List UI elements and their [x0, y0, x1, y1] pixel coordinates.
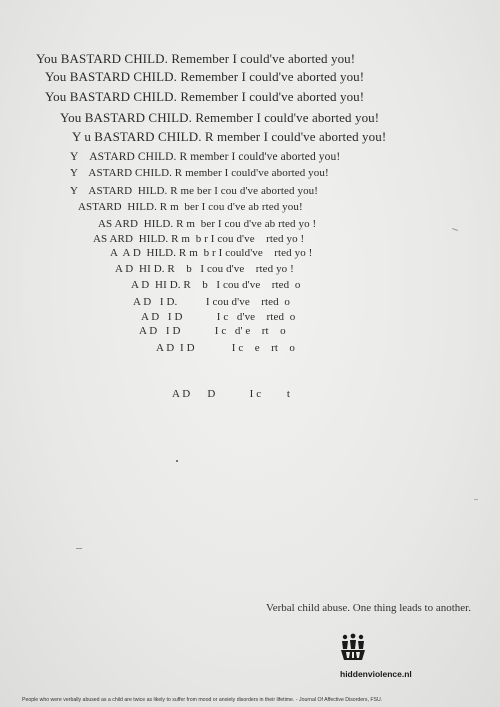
poem-line-11: AS ARD HILD. R m b r I cou d've rted yo !	[93, 233, 305, 245]
poem-line-5: Y u BASTARD CHILD. R member I could've aborted you!	[72, 129, 387, 144]
tagline: Verbal child abuse. One thing leads to another.	[266, 602, 471, 614]
poem-line-3: You BASTARD CHILD. Remember I could've aborted you!	[45, 89, 365, 104]
footer-note: People who were verbally abused as a child are twice as likely to suffer from mood or anxiety disorders in their lifetime. - Journal Of Affective Disorders, FSU.	[22, 697, 383, 703]
poem-line-14: A D HI D. R b I cou d've rted o	[131, 279, 301, 291]
poem-line-8: Y ASTARD HILD. R me ber I cou d've aborted you!	[70, 185, 319, 197]
brand-name: hiddenviolence.nl	[340, 669, 412, 679]
poem-line-15: A D I D. I cou d've rted o	[133, 296, 290, 308]
poem-line-4: You BASTARD CHILD. Remember I could've aborted you!	[60, 110, 380, 125]
poem-line-7: Y ASTARD CHILD. R member I could've aborted you!	[70, 167, 329, 179]
paper-speck	[76, 548, 82, 549]
poem-line-18: A D I D I c e rt o	[156, 342, 296, 354]
paper-speck	[474, 499, 478, 500]
hiddenviolence-logo-icon	[340, 633, 366, 661]
poem-line-19: A D D I c t	[172, 388, 291, 400]
paper-speck	[176, 460, 178, 462]
poem-line-17: A D I D I c d' e rt o	[139, 325, 286, 337]
poem-line-16: A D I D I c d've rted o	[141, 311, 296, 323]
poem-line-12: A A D HILD. R m b r I could've rted yo !	[110, 247, 313, 259]
poem-line-1: You BASTARD CHILD. Remember I could've aborted you!	[36, 51, 356, 66]
poem-line-10: AS ARD HILD. R m ber I cou d've ab rted yo !	[98, 218, 317, 230]
poem-line-2: You BASTARD CHILD. Remember I could've aborted you!	[45, 69, 365, 84]
poem-line-9: ASTARD HILD. R m ber I cou d've ab rted you!	[78, 201, 303, 213]
paper-speck	[452, 228, 458, 231]
poem-line-6: Y ASTARD CHILD. R member I could've aborted you!	[70, 151, 341, 163]
poem-line-13: A D HI D. R b I cou d've rted yo !	[115, 263, 294, 275]
